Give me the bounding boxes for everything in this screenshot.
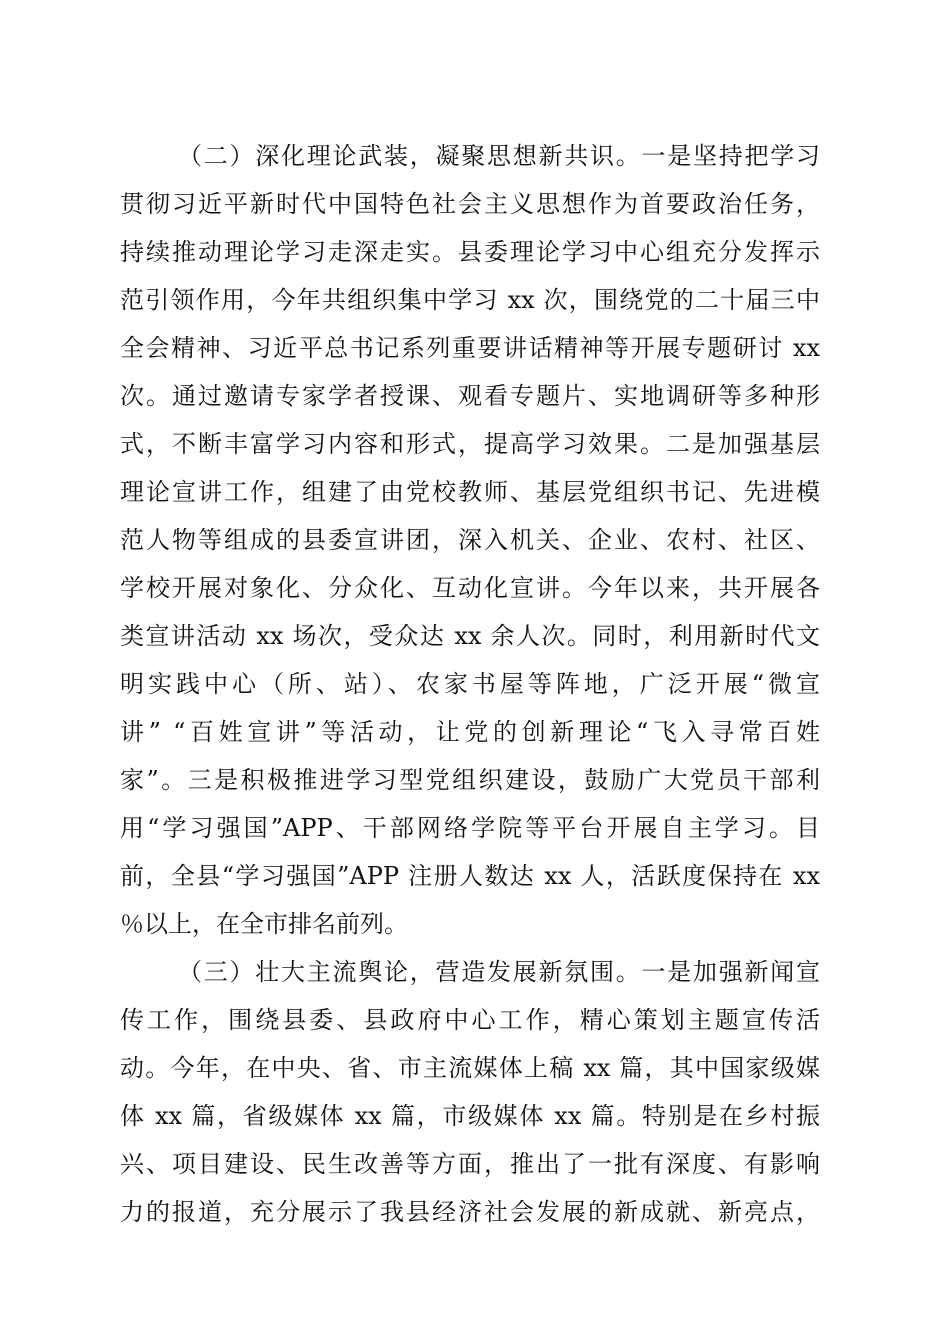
paragraph-2-line-1: （三）壮大主流舆论，营造发展新氛围。一是加强新闻宣	[178, 958, 820, 986]
paragraph-1-line-14: 家”。三是积极推进学习型党组织建设，鼓励广大党员干部利	[120, 766, 820, 794]
paragraph-1-line-8: 理论宣讲工作，组建了由党校教师、基层党组织书记、先进模	[120, 478, 820, 506]
paragraph-1-line-16: 前，全县“学习强国”APP 注册人数达 xx 人，活跃度保持在 xx	[120, 862, 820, 890]
paragraph-1-line-3: 持续推动理论学习走深走实。县委理论学习中心组充分发挥示	[120, 238, 820, 266]
paragraph-1-line-5: 全会精神、习近平总书记系列重要讲话精神等开展专题研讨 xx	[120, 334, 820, 362]
paragraph-1-line-2: 贯彻习近平新时代中国特色社会主义思想作为首要政治任务，	[120, 190, 820, 218]
paragraph-1-line-11: 类宣讲活动 xx 场次，受众达 xx 余人次。同时，利用新时代文	[120, 622, 820, 650]
paragraph-1-line-4: 范引领作用，今年共组织集中学习 xx 次，围绕党的二十届三中	[120, 286, 820, 314]
paragraph-2-line-3: 动。今年，在中央、省、市主流媒体上稿 xx 篇，其中国家级媒	[120, 1054, 820, 1082]
paragraph-1-line-12: 明实践中心（所、站）、农家书屋等阵地，广泛开展“微宣	[120, 670, 820, 698]
paragraph-2-line-2: 传工作，围绕县委、县政府中心工作，精心策划主题宣传活	[120, 1006, 820, 1034]
paragraph-1-line-6: 次。通过邀请专家学者授课、观看专题片、实地调研等多种形	[120, 382, 820, 410]
paragraph-1-line-10: 学校开展对象化、分众化、互动化宣讲。今年以来，共开展各	[120, 574, 820, 602]
paragraph-1-line-1: （二）深化理论武装，凝聚思想新共识。一是坚持把学习	[178, 142, 820, 170]
paragraph-2-line-4: 体 xx 篇，省级媒体 xx 篇，市级媒体 xx 篇。特别是在乡村振	[120, 1102, 820, 1130]
paragraph-1-line-15: 用“学习强国”APP、干部网络学院等平台开展自主学习。目	[120, 814, 820, 842]
paragraph-1-line-9: 范人物等组成的县委宣讲团，深入机关、企业、农村、社区、	[120, 526, 820, 554]
paragraph-2-line-6: 力的报道，充分展示了我县经济社会发展的新成就、新亮点，	[120, 1198, 820, 1226]
paragraph-1-line-17: ％以上，在全市排名前列。	[120, 910, 408, 938]
paragraph-1-line-13: 讲” “百姓宣讲”等活动，让党的创新理论“飞入寻常百姓	[120, 718, 820, 746]
paragraph-1-line-7: 式，不断丰富学习内容和形式，提高学习效果。二是加强基层	[120, 430, 820, 458]
paragraph-2-line-5: 兴、项目建设、民生改善等方面，推出了一批有深度、有影响	[120, 1150, 820, 1178]
